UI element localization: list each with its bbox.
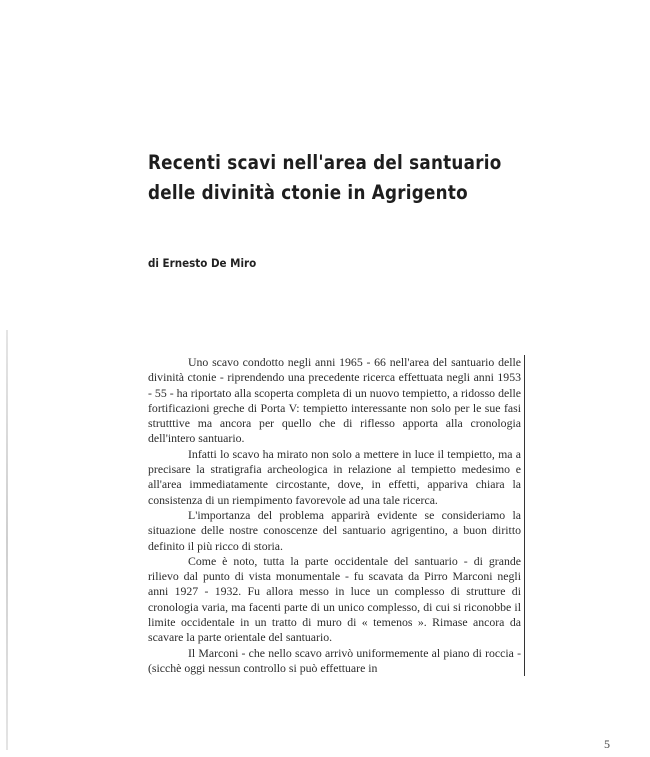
paragraph: Come è noto, tutta la parte occidentale del santuario - di grande rilievo dal punto di vista monumentale - fu scavata da Pirro Marconi negli anni 1927 - 1932. Fu allora messo in luce un complesso di strutture di cronologia varia, ma facenti parte di un unico complesso, di cui si riconobbe il limite occidentale in un tratto di muro di « temenos ». Rimase ancora da scavare la parte orientale del santuario. [148,553,521,645]
title-line-2: delle divinità ctonie in Agrigento [148,181,468,204]
paragraph: Infatti lo scavo ha mirato non solo a mettere in luce il tempietto, ma a precisare la stratigrafia archeologica in relazione al tempietto medesimo e all'area immediatamente circostante, dove, in effetti, appariva chiara la consistenza di un riempimento favorevole ad una tale ricerca. [148,446,521,507]
paragraph: Il Marconi - che nello scavo arrivò uniformemente al piano di roccia - (sicchè oggi nessun controllo si può effettuare in [148,645,521,675]
article-body [148,355,525,676]
paragraph: Uno scavo condotto negli anni 1965 - 66 nell'area del santuario delle divinità ctonie - riprendendo una precedente ricerca effettuata negli anni 1953 - 55 - ha riportato alla scoperta completa di un nuovo tempietto, a ridosso delle fortificazioni greche di Porta V: tempietto interessante non solo per le sue fasi strutttive ma ancora per quello che di riflesso apporta alla cronologia dell'intero santuario. [148,355,521,446]
scan-edge-shadow [6,330,8,750]
author-byline: di Ernesto De Miro [148,256,257,270]
page-number: 5 [604,737,610,751]
article-title [148,148,526,208]
paragraph: L'importanza del problema apparirà evidente se consideriamo la situazione delle nostre conoscenze del santuario agrigentino, a buon diritto definito il più ricco di storia. [148,507,521,553]
title-line-1: Recenti scavi nell'area del santuario [148,151,502,174]
